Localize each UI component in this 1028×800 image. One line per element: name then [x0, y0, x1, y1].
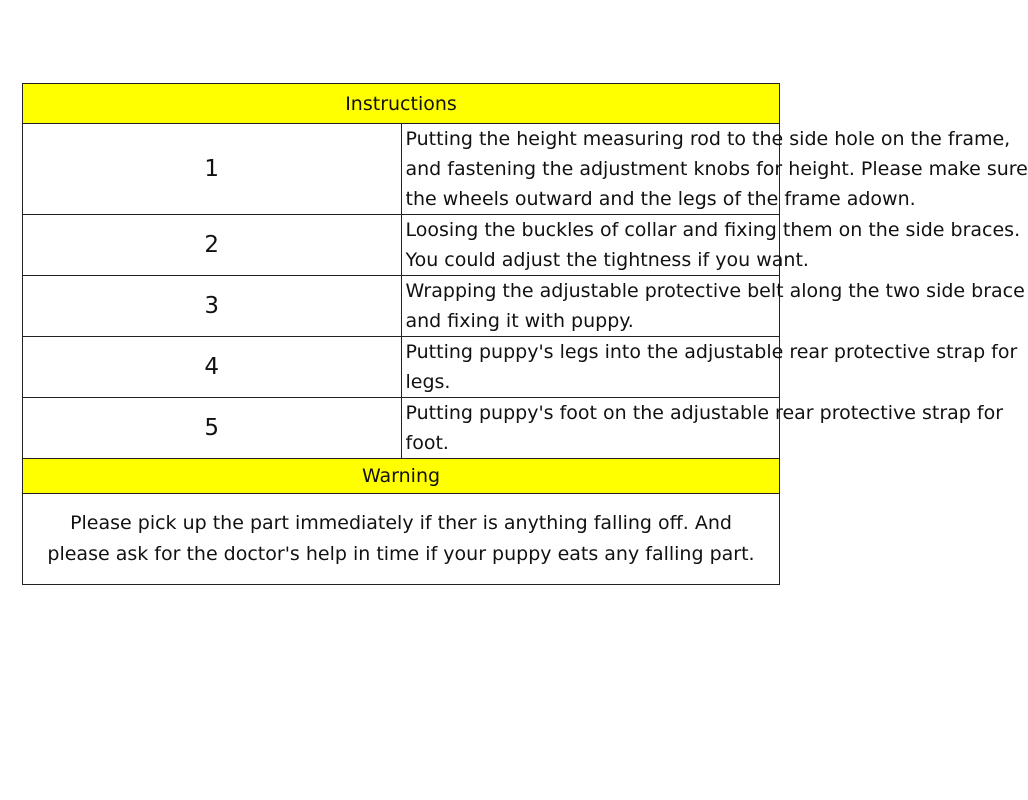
step-number: 5	[23, 398, 402, 459]
step-text-line: Putting puppy's legs into the adjustable rear protective strap for	[405, 341, 1018, 363]
step-text	[401, 124, 1028, 215]
warning-body-row	[23, 494, 780, 585]
step-text-line: Loosing the buckles of collar and fixing them on the side braces.	[405, 219, 1021, 241]
step-number: 4	[23, 337, 402, 398]
step-number: 2	[23, 215, 402, 276]
step-number: 3	[23, 276, 402, 337]
step-text-line: Putting puppy's foot on the adjustable rear protective strap for	[405, 402, 1004, 424]
instructions-header: Instructions	[23, 84, 780, 124]
warning-text-line: please ask for the doctor's help in time if your puppy eats any falling part.	[47, 543, 755, 565]
step-text-line: Putting the height measuring rod to the side hole on the frame,	[405, 128, 1011, 150]
step-text-line: foot.	[405, 432, 449, 454]
step-text-line: legs.	[405, 371, 451, 393]
step-text-line: the wheels outward and the legs of the frame adown.	[405, 188, 916, 210]
step-text	[401, 337, 1018, 398]
step-text	[401, 276, 1025, 337]
warning-header: Warning	[23, 459, 780, 494]
step-row-5	[23, 398, 780, 459]
step-text-line: You could adjust the tightness if you want.	[405, 249, 809, 271]
instructions-table	[22, 83, 1028, 585]
step-row-2	[23, 215, 780, 276]
warning-text	[23, 494, 780, 585]
warning-header-row	[23, 459, 780, 494]
step-row-1	[23, 124, 780, 215]
warning-text-line: Please pick up the part immediately if ther is anything falling off. And	[70, 512, 732, 534]
step-text-line: and fastening the adjustment knobs for height. Please make sure	[405, 158, 1028, 180]
step-text	[401, 215, 1021, 276]
step-text-line: Wrapping the adjustable protective belt along the two side brace	[405, 280, 1025, 302]
instructions-header-row	[23, 84, 780, 124]
step-text-line: and fixing it with puppy.	[405, 310, 634, 332]
step-text	[401, 398, 1004, 459]
step-row-4	[23, 337, 780, 398]
step-row-3	[23, 276, 780, 337]
step-number: 1	[23, 124, 402, 215]
